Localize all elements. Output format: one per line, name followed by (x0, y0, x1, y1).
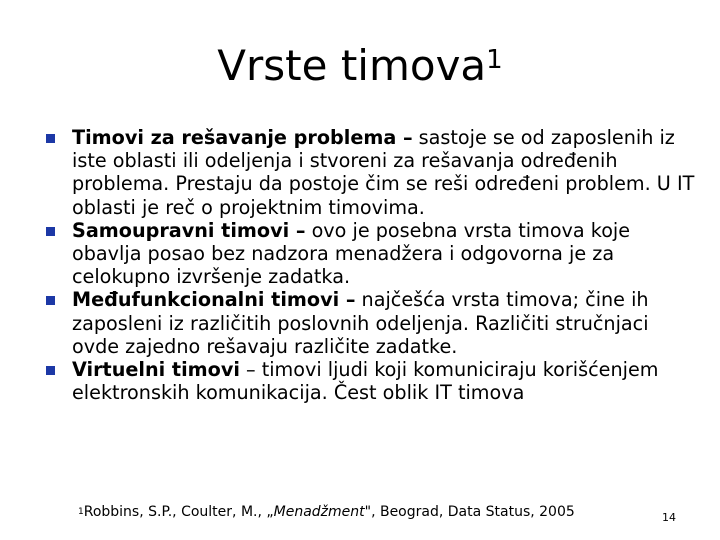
footnote-prefix: Robbins, S.P., Coulter, M., „ (83, 504, 274, 520)
bullet-term: Samoupravni timovi – (72, 218, 306, 242)
bullet-item (58, 358, 698, 404)
bullet-term: Timovi za rešavanje problema – (72, 126, 413, 149)
bullet-text: najčešća vrsta timova; čine ih zaposleni iz različitih poslovnih odeljenja. Različiti stručnjaci ovde zajedno rešavaju različite zadatke. (72, 288, 649, 358)
bullet-term: Međufunkcionalni timovi – (72, 288, 356, 312)
bullet-text: sastoje se od zaposlenih iz iste oblasti ili odeljenja i stvoreni za rešavanja određenih problema. Prestaju da postoje čim se reši određeni problem. U IT oblasti je reč o projektnim timovima. (72, 126, 695, 219)
title-text: Vrste timova (217, 41, 487, 90)
square-bullet-icon (46, 296, 55, 305)
bullet-item (58, 219, 698, 289)
square-bullet-icon (46, 366, 55, 375)
page-number: 14 (662, 511, 676, 524)
square-bullet-icon (46, 134, 55, 143)
bullet-item (58, 288, 698, 358)
slide-title (0, 38, 720, 94)
footnote-suffix: ", Beograd, Data Status, 2005 (364, 504, 575, 520)
bullet-term: Virtuelni timovi (72, 358, 240, 382)
square-bullet-icon (46, 227, 55, 236)
bullet-text: – timovi ljudi koji komuniciraju korišćenjem elektronskih komunikacija. Čest oblik IT timova (72, 358, 659, 405)
title-footnote-ref: 1 (486, 45, 503, 75)
footnote (78, 503, 575, 521)
bullet-list (58, 126, 698, 404)
bullet-item (58, 126, 698, 219)
footnote-mark: 1 (78, 507, 84, 517)
bullet-text: ovo je posebna vrsta timova koje obavlja posao bez nadzora menadžera i odgovorna je za celokupno izvršenje zadatka. (72, 218, 631, 289)
footnote-book-title: Menadžment (273, 504, 365, 520)
